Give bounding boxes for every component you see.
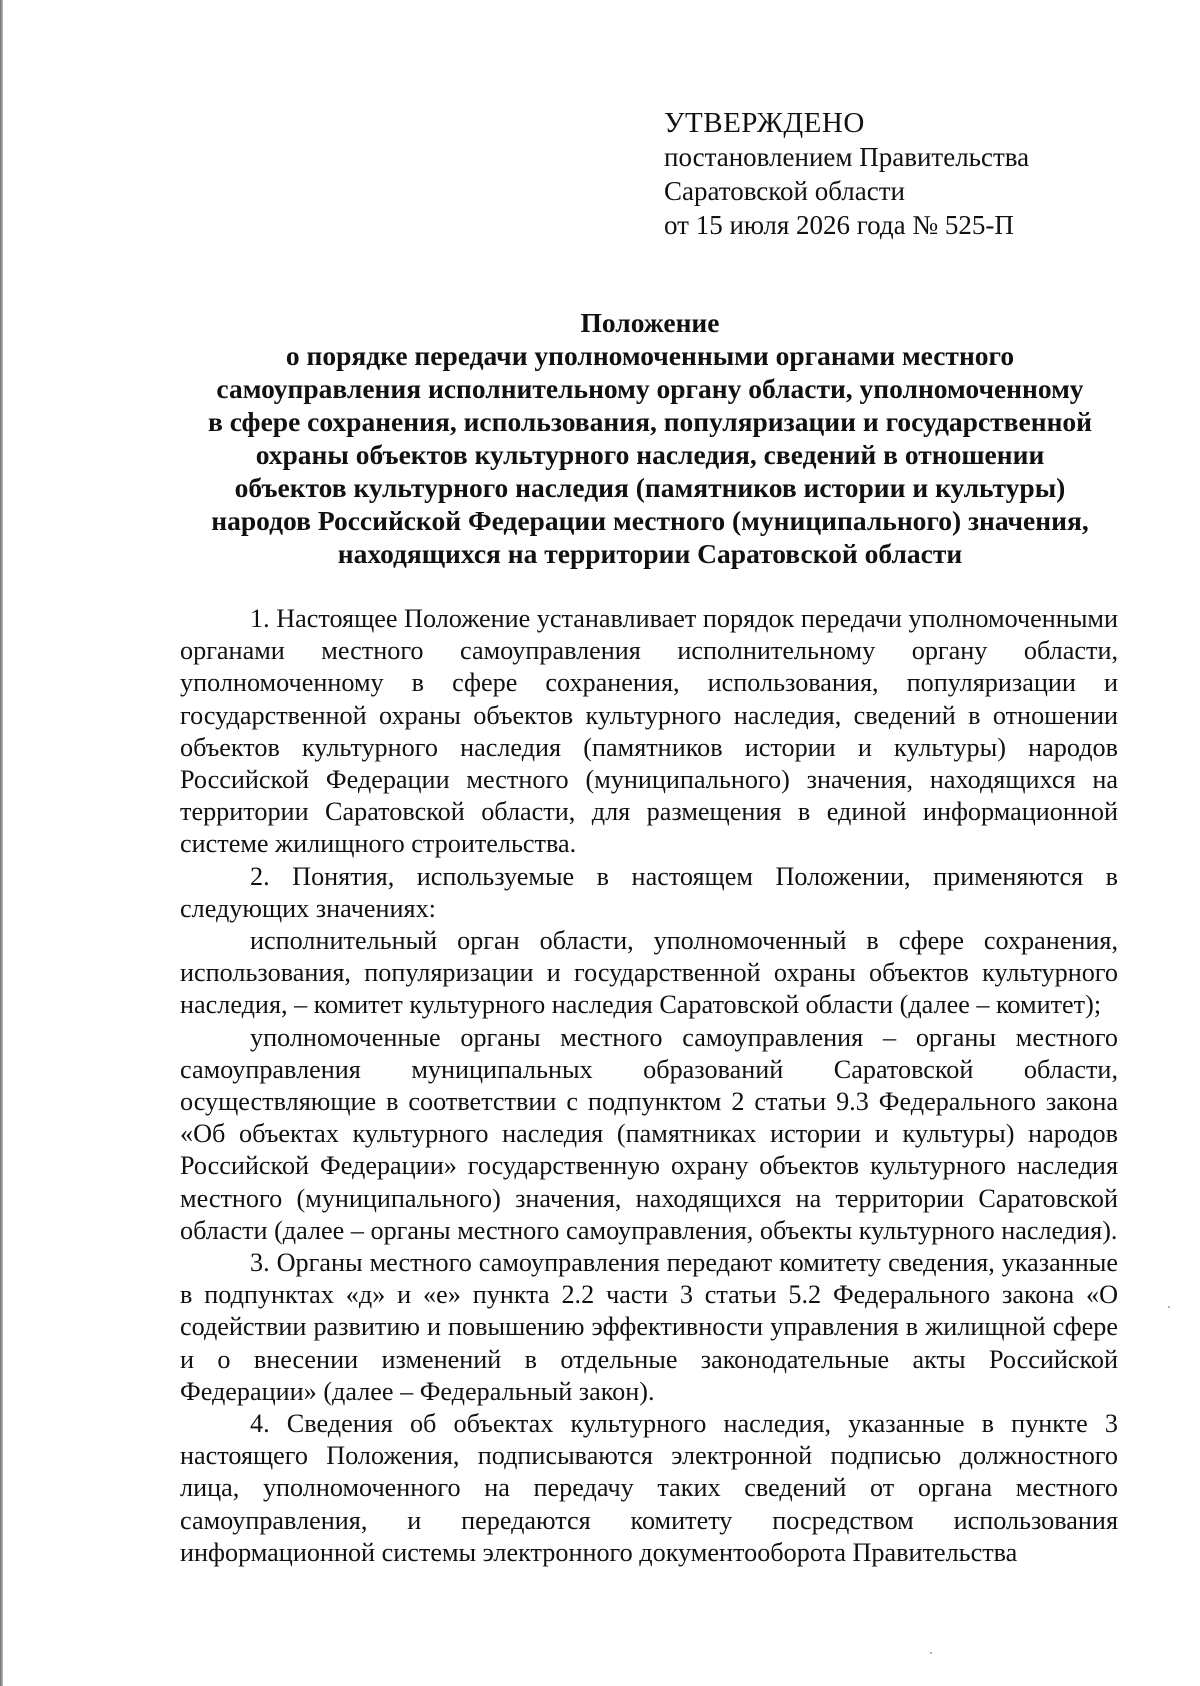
approval-block	[664, 106, 1124, 242]
paragraph-3: 3. Органы местного самоуправления передают комитету сведения, указанные в подпунктах «д» и «е» пункта 2.2 части 3 статьи 5.2 Федерального закона «О содействии развитию и повышению эффективности управления в жилищной сфере и о внесении изменений в отдельные законодательные акты Российской Федерации» (далее – Федеральный закон).	[180, 1248, 1118, 1406]
paragraph-1: 1. Настоящее Положение устанавливает порядок передачи уполномоченными органами местного самоуправления исполнительному органу области, уполномоченному в сфере сохранения, использования, популяризации и государственной охраны объектов культурного наследия, сведений в отношении объектов культурного наследия (памятников истории и культуры) народов Российской Федерации местного (муниципального) значения, находящихся на территории Саратовской области, для размещения в единой информационной системе жилищного строительства.	[180, 604, 1118, 859]
approval-line-2: Саратовской области	[664, 176, 905, 206]
title-line-3: в сфере сохранения, использования, популяризации и государственной	[207, 406, 1093, 437]
title-line-6: народов Российской Федерации местного (муниципального) значения,	[211, 505, 1089, 536]
scan-speck	[1168, 1306, 1170, 1308]
definition-local-authorities: уполномоченные органы местного самоуправления – органы местного самоуправления муниципальных образований Саратовской области, осуществляющие в соответствии с подпунктом 2 статьи 9.3 Федерального закона «Об объектах культурного наследия (памятниках истории и культуры) народов Российской Федерации» государственную охрану объектов культурного наследия местного (муниципального) значения, находящихся на территории Саратовской области (далее – органы местного самоуправления, объекты культурного наследия).	[180, 1022, 1118, 1245]
document-body	[180, 603, 1118, 1569]
approval-line-3: от 15 июля 2026 года № 525-П	[664, 210, 1014, 240]
paragraph-2: 2. Понятия, используемые в настоящем Положении, применяются в следующих значениях:	[180, 861, 1118, 923]
title-line-2: самоуправления исполнительному органу области, уполномоченному	[216, 373, 1084, 404]
title-line-4: охраны объектов культурного наследия, сведений в отношении	[255, 439, 1045, 470]
approval-line-1: постановлением Правительства	[664, 142, 1030, 172]
scan-speck	[930, 1652, 932, 1654]
scan-edge	[0, 0, 3, 1686]
approval-stamp: УТВЕРЖДЕНО	[664, 107, 865, 139]
title-line-7: находящихся на территории Саратовской области	[337, 538, 963, 569]
definition-executive-body: исполнительный орган области, уполномоченный в сфере сохранения, использования, популяризации и государственной охраны объектов культурного наследия, – комитет культурного наследия Саратовской области (далее – комитет);	[180, 926, 1118, 1020]
paragraph-4: 4. Сведения об объектах культурного наследия, указанные в пункте 3 настоящего Положения, подписываются электронной подписью должностного лица, уполномоченного на передачу таких сведений от органа местного самоуправления, и передаются комитету посредством использования информационной системы электронного документооборота Правительства	[180, 1409, 1118, 1567]
title-heading: Положение	[580, 307, 720, 338]
title-line-5: объектов культурного наследия (памятников истории и культуры)	[234, 472, 1066, 503]
title-line-1: о порядке передачи уполномоченными органами местного	[285, 340, 1015, 371]
document-title	[180, 306, 1120, 570]
